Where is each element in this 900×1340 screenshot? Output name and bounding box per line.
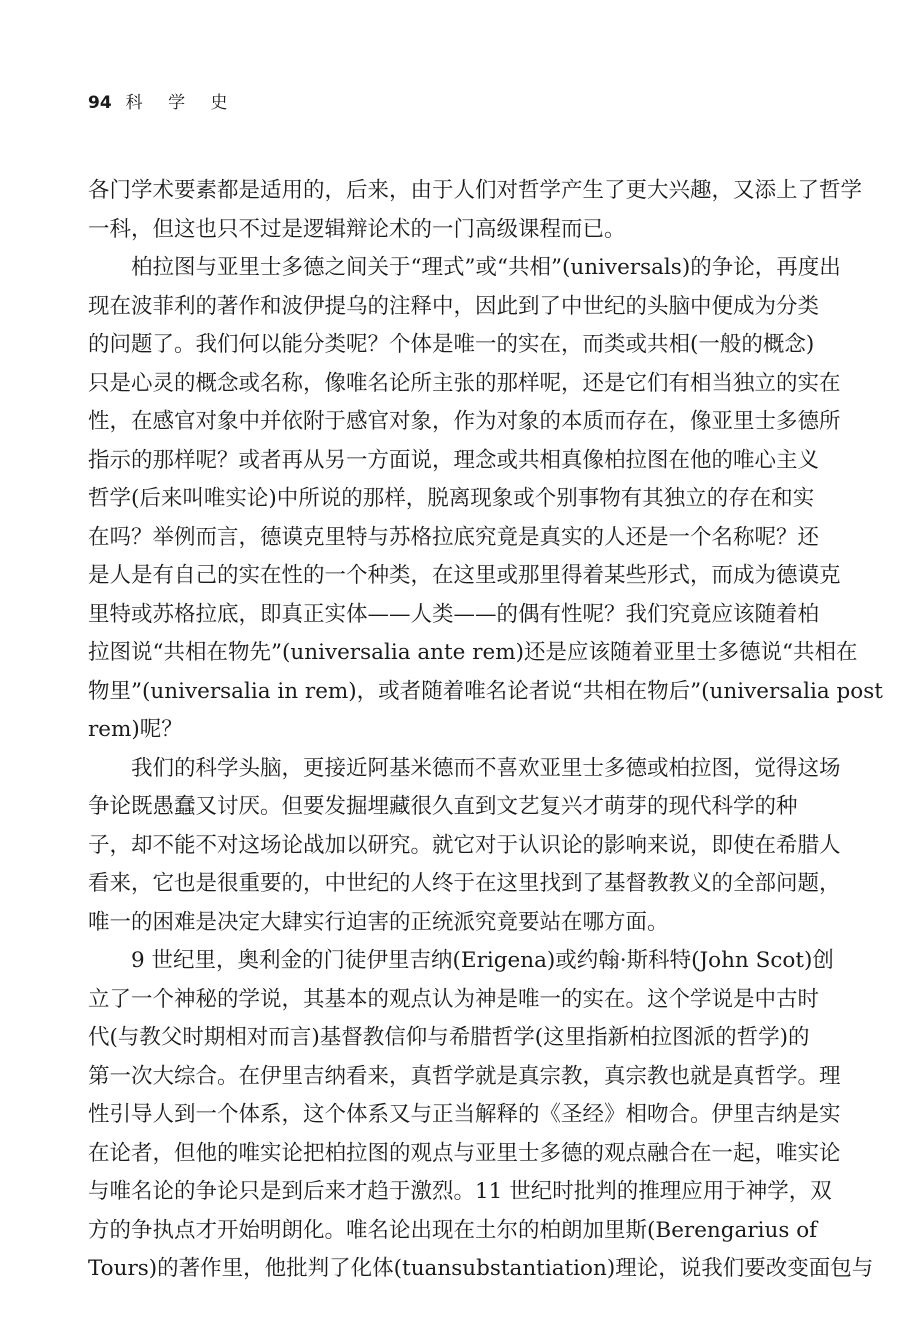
text-line: 方的争执点才开始明朗化。唯名论出现在土尔的柏朗加里斯(Berengarius of bbox=[88, 1217, 818, 1243]
text-line: 里特或苏格拉底，即真正实体——人类——的偶有性呢？我们究竟应该随着柏 bbox=[88, 601, 820, 627]
text-line: 子，却不能不对这场论战加以研究。就它对于认识论的影响来说，即使在希腊人 bbox=[88, 832, 841, 858]
text-line: 唯一的困难是决定大肆实行迫害的正统派究竟要站在哪方面。 bbox=[88, 909, 669, 935]
text-line: rem)呢？ bbox=[88, 717, 183, 742]
text-line: 看来，它也是很重要的，中世纪的人终于在这里找到了基督教教义的全部问题， bbox=[88, 871, 841, 896]
text-line: 立了一个神秘的学说，其基本的观点认为神是唯一的实在。这个学说是中古时 bbox=[88, 986, 820, 1012]
text-line: Tours)的著作里，他批判了化体(tuansubstantiation)理论，说我们要改变面包与 bbox=[88, 1256, 874, 1281]
text-line: 在论者，但他的唯实论把柏拉图的观点与亚里士多德的观点融合在一起，唯实论 bbox=[88, 1140, 841, 1166]
text-line: 柏拉图与亚里士多德之间关于“理式”或“共相”(universals)的争论，再度出 bbox=[131, 255, 841, 280]
text-line: 我们的科学头脑，更接近阿基米德而不喜欢亚里士多德或柏拉图，觉得这场 bbox=[131, 755, 841, 781]
paragraph bbox=[88, 172, 863, 249]
text-line: 指示的那样呢？或者再从另一方面说，理念或共相真像柏拉图在他的唯心主义 bbox=[88, 447, 820, 473]
text-line: 第一次大综合。在伊里吉纳看来，真哲学就是真宗教，真宗教也就是真哲学。理 bbox=[88, 1063, 841, 1089]
text-line: 9 世纪里，奥利金的门徒伊里吉纳(Erigena)或约翰·斯科特(John Scot)创 bbox=[131, 948, 834, 973]
text-line: 性引导人到一个体系，这个体系又与正当解释的《圣经》相吻合。伊里吉纳是实 bbox=[88, 1102, 841, 1127]
text-line: 的问题了。我们何以能分类呢？个体是唯一的实在，而类或共相(一般的概念) bbox=[88, 332, 815, 357]
text-line: 拉图说“共相在物先”(universalia ante rem)还是应该随着亚里士多德说“共相在 bbox=[88, 640, 858, 665]
text-line: 争论既愚蠢又讨厌。但要发掘埋藏很久直到文艺复兴才萌芽的现代科学的种 bbox=[88, 794, 798, 819]
text-line: 物里”(universalia in rem)，或者随着唯名论者说“共相在物后”(universalia post bbox=[88, 678, 883, 704]
text-line: 性，在感官对象中并依附于感官对象，作为对象的本质而存在，像亚里士多德所 bbox=[88, 409, 841, 434]
paragraph bbox=[88, 750, 841, 943]
text-line: 现在波菲利的著作和波伊提乌的注释中，因此到了中世纪的头脑中便成为分类 bbox=[88, 293, 820, 319]
text-line: 只是心灵的概念或名称，像唯名论所主张的那样呢，还是它们有相当独立的实在 bbox=[88, 370, 841, 396]
text-line: 各门学术要素都是适用的，后来，由于人们对哲学产生了更大兴趣，又添上了哲学 bbox=[88, 178, 863, 203]
page-header bbox=[88, 88, 237, 113]
text-line: 代(与教父时期相对而言)基督教信仰与希腊哲学(这里指新柏拉图派的哲学)的 bbox=[88, 1025, 810, 1050]
text-line: 与唯名论的争论只是到后来才趋于激烈。11 世纪时批判的推理应用于神学，双 bbox=[88, 1179, 832, 1204]
body-text bbox=[88, 172, 883, 1289]
text-line: 在吗？举例而言，德谟克里特与苏格拉底究竟是真实的人还是一个名称呢？还 bbox=[88, 524, 820, 550]
paragraph bbox=[88, 942, 874, 1289]
running-title: 科 学 史 bbox=[125, 93, 238, 113]
page-number: 94 bbox=[88, 93, 112, 113]
paragraph bbox=[88, 249, 883, 750]
text-line: 是人是有自己的实在性的一个种类，在这里或那里得着某些形式，而成为德谟克 bbox=[88, 563, 841, 588]
text-line: 一科，但这也只不过是逻辑辩论术的一门高级课程而已。 bbox=[88, 216, 626, 242]
text-line: 哲学(后来叫唯实论)中所说的那样，脱离现象或个别事物有其独立的存在和实 bbox=[88, 486, 815, 511]
